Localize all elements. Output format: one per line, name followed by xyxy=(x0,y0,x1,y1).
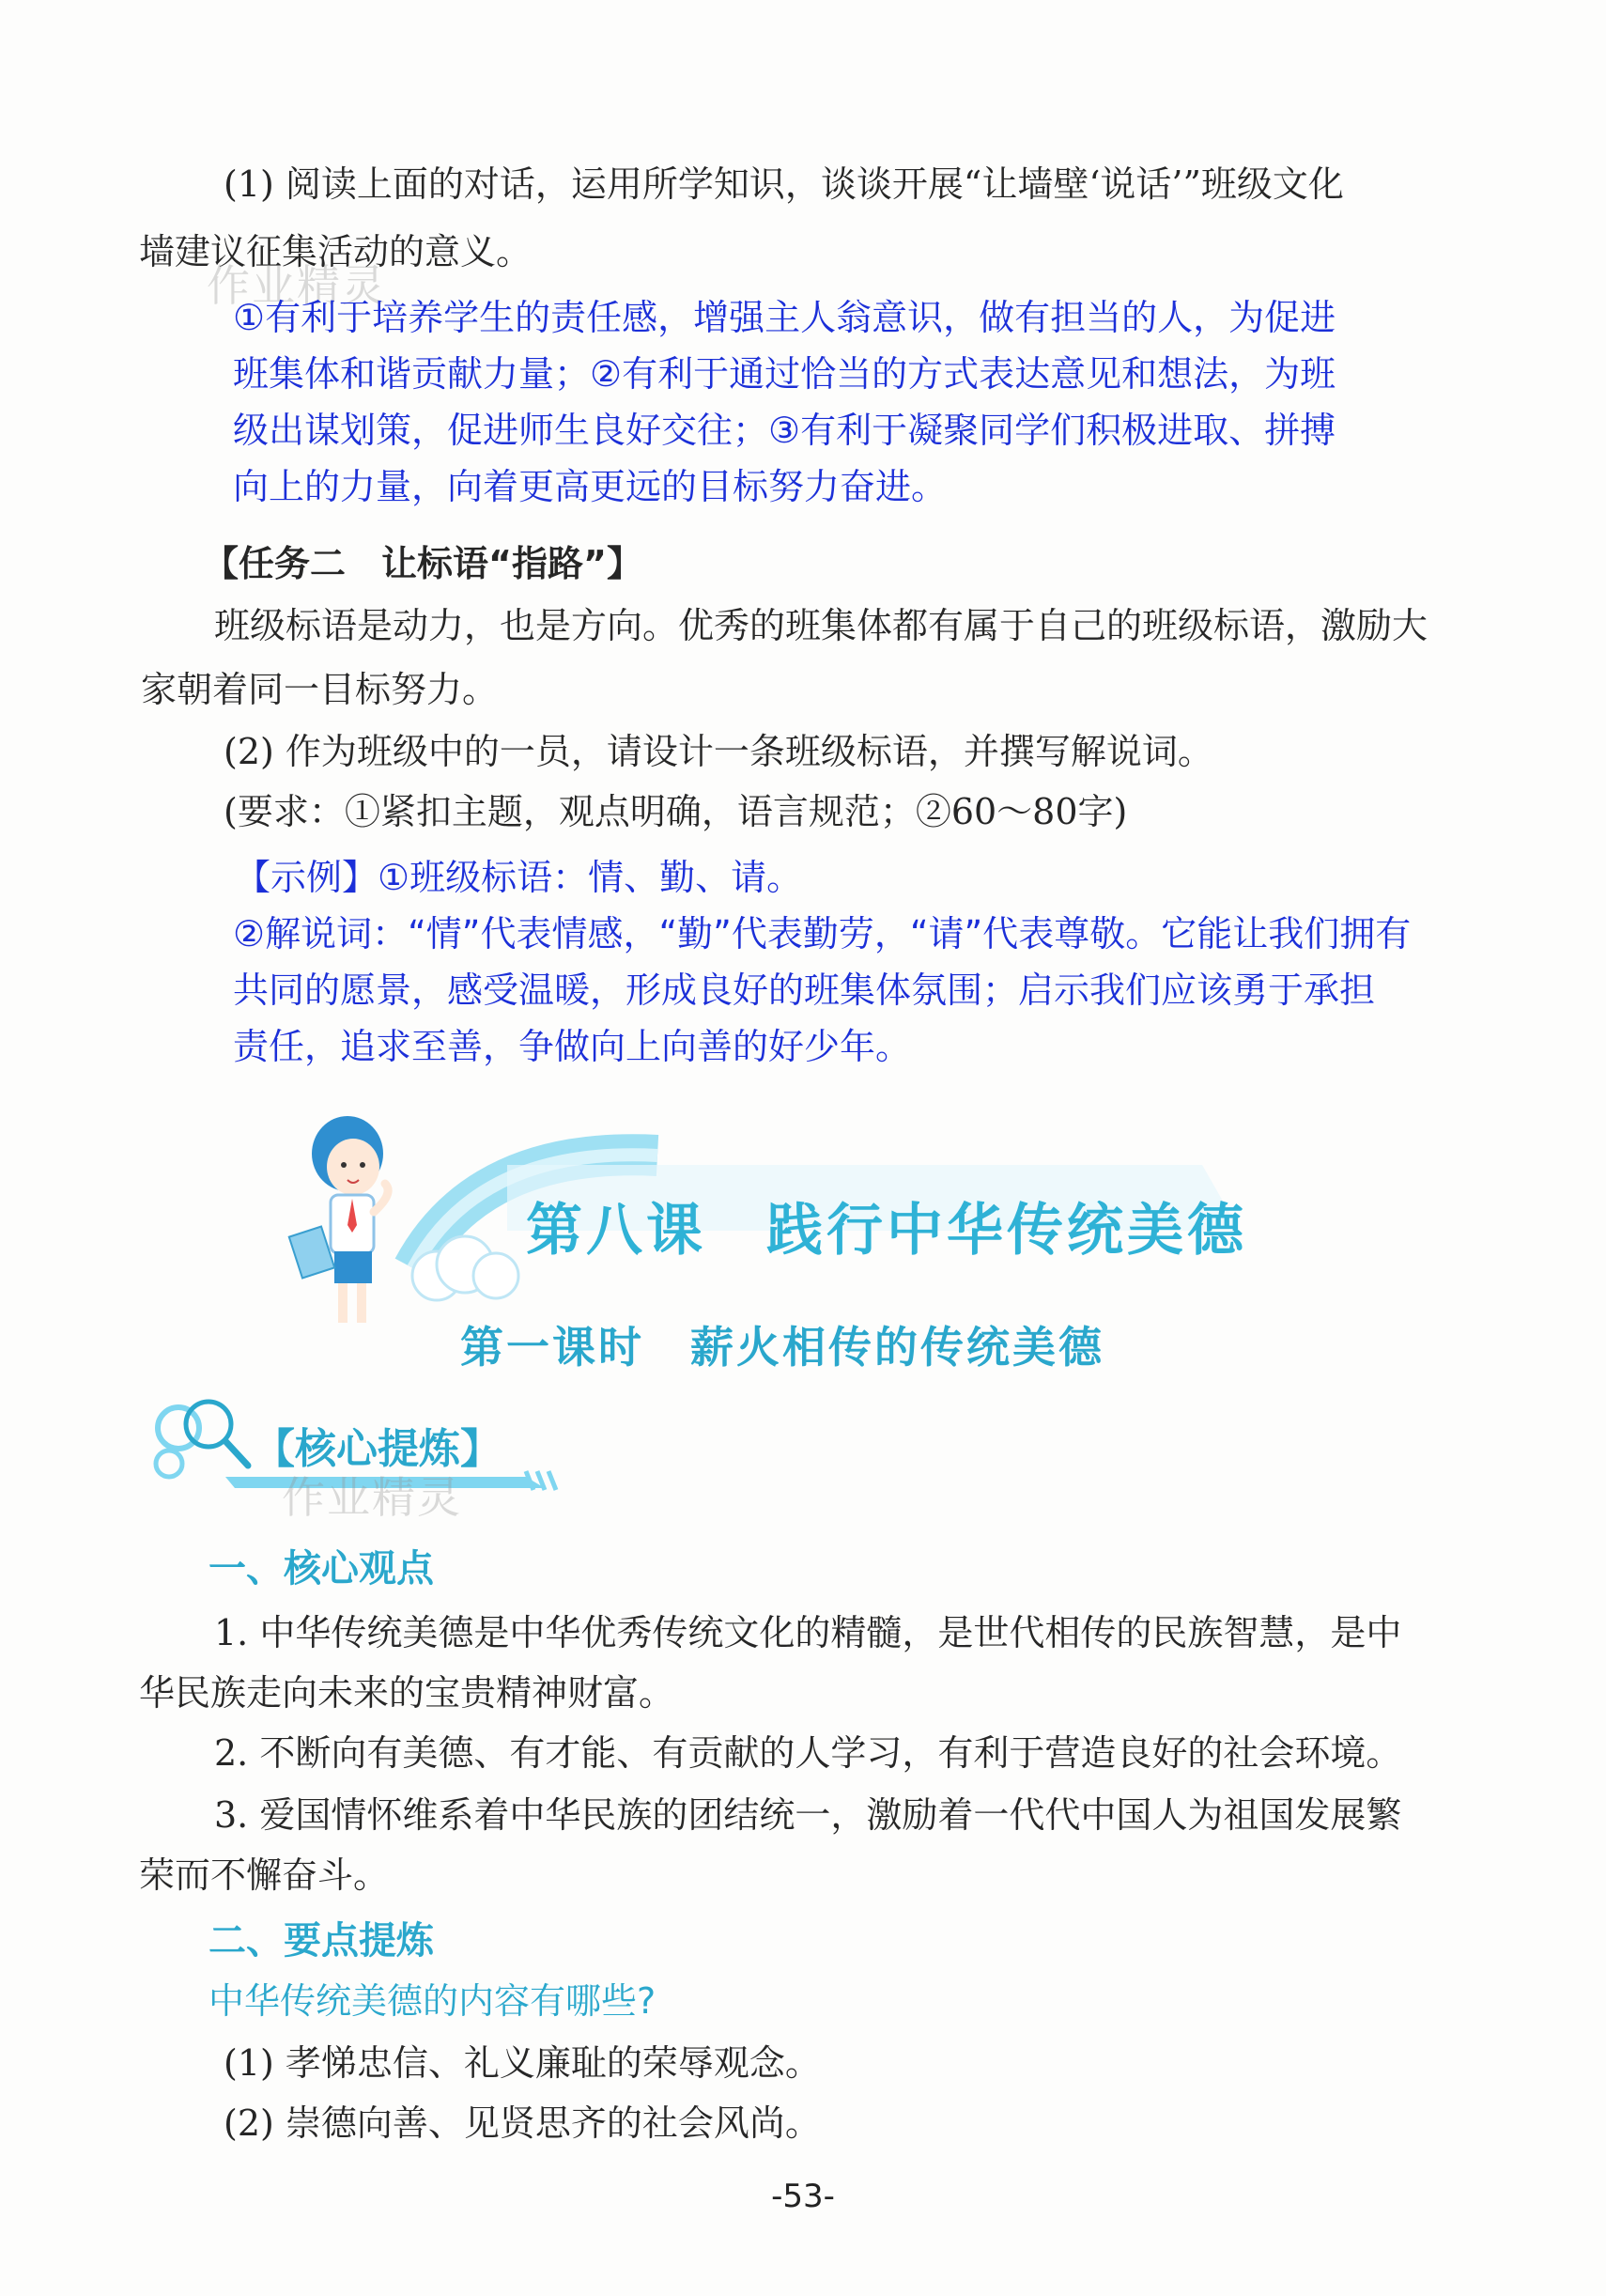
section-key-points: 二、要点提炼 xyxy=(208,1919,434,1962)
section-core-viewpoints: 一、核心观点 xyxy=(208,1547,434,1590)
answer-2-line-2: ②解说词：“情”代表情感，“勤”代表勤劳，“请”代表尊敬。它能让我们拥有 xyxy=(233,913,1412,954)
watermark: 作业精灵 xyxy=(282,1472,462,1523)
question-1-line-2: 墙建议征集活动的意义。 xyxy=(139,231,533,272)
task-2-intro-line-2: 家朝着同一目标努力。 xyxy=(141,669,499,710)
task-2-heading: 【任务二 让标语“指路”】 xyxy=(203,543,642,584)
answer-1-line-1: ①有利于培养学生的责任感，增强主人翁意识，做有担当的人，为促进 xyxy=(233,297,1336,338)
answer-2-line-3: 共同的愿景，感受温暖，形成良好的班集体氛围；启示我们应该勇于承担 xyxy=(233,970,1376,1011)
key-point-item-1: (1) 孝悌忠信、礼义廉耻的荣辱观念。 xyxy=(224,2042,821,2084)
key-points-question: 中华传统美德的内容有哪些? xyxy=(208,1980,656,2022)
question-2: (2) 作为班级中的一员，请设计一条班级标语，并撰写解说词。 xyxy=(224,731,1213,772)
page-number: -53- xyxy=(771,2178,835,2215)
task-2-intro-line-1: 班级标语是动力，也是方向。优秀的班集体都有属于自己的班级标语，激励大 xyxy=(214,605,1428,646)
answer-1-line-4: 向上的力量，向着更高更远的目标努力奋进。 xyxy=(233,466,948,507)
answer-2-line-1: 【示例】①班级标语：情、勤、请。 xyxy=(235,857,803,898)
core-point-3-line-1: 3. 爱国情怀维系着中华民族的团结统一，激励着一代代中国人为祖国发展繁 xyxy=(214,1794,1402,1836)
core-point-1-line-1: 1. 中华传统美德是中华优秀传统文化的精髓，是世代相传的民族智慧，是中 xyxy=(214,1612,1402,1653)
core-point-1-line-2: 华民族走向未来的宝贵精神财富。 xyxy=(139,1672,675,1714)
lesson-subtitle: 第一课时 薪火相传的传统美德 xyxy=(460,1322,1104,1373)
question-2-requirements: (要求：①紧扣主题，观点明确，语言规范；②60～80字) xyxy=(224,791,1128,832)
core-refining-label: 【核心提炼】 xyxy=(254,1425,502,1473)
answer-2-line-4: 责任，追求至善，争做向上向善的好少年。 xyxy=(233,1026,912,1067)
key-point-item-2: (2) 崇德向善、见贤思齐的社会风尚。 xyxy=(224,2102,821,2144)
answer-1-line-3: 级出谋划策，促进师生良好交往；③有利于凝聚同学们积极进取、拼搏 xyxy=(233,410,1336,451)
lesson-title: 第八课 践行中华传统美德 xyxy=(526,1198,1247,1264)
question-1-line-1: (1) 阅读上面的对话，运用所学知识，谈谈开展“让墙壁‘说话’”班级文化 xyxy=(224,163,1344,205)
girl-illustration xyxy=(289,1116,388,1323)
core-point-2: 2. 不断向有美德、有才能、有贡献的人学习，有利于营造良好的社会环境。 xyxy=(214,1732,1402,1774)
core-point-3-line-2: 荣而不懈奋斗。 xyxy=(139,1854,390,1896)
watermark: 作业精灵 xyxy=(207,260,387,311)
answer-1-line-2: 班集体和谐贡献力量；②有利于通过恰当的方式表达意见和想法，为班 xyxy=(233,353,1336,395)
